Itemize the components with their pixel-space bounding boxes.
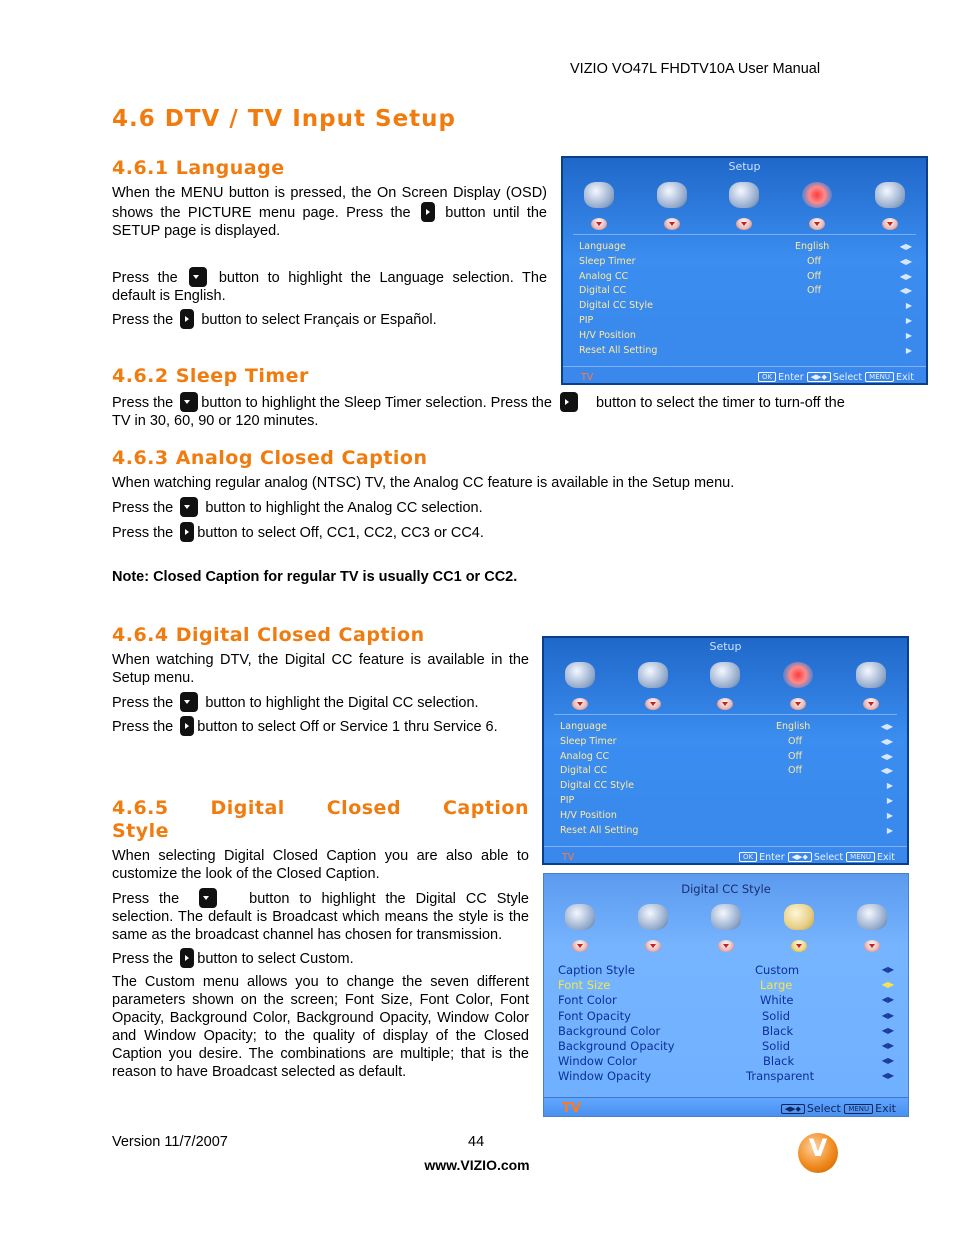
tab-button-icon (579, 218, 619, 230)
menu-item-analog-cc: Analog CC Off ◀▶ (579, 268, 912, 283)
language-para-2: Press the button to highlight the Language selection. The default is English. (112, 267, 547, 305)
left-right-arrow-icon: ◀▶ (899, 256, 912, 266)
tab-button-icon (852, 940, 892, 952)
menu-item-digital-cc-style: Digital CC Style ▶ (579, 297, 912, 312)
parental-icon (870, 176, 910, 214)
tab-button-icon (560, 698, 600, 710)
osd-title: Setup (709, 640, 742, 653)
osd-key-hints: OK Enter ◀▶◆ Select MENU Exit (739, 849, 895, 865)
tab-button-icon (778, 698, 818, 710)
left-right-arrow-icon: ◀▶ (881, 965, 894, 974)
analog-cc-heading: 4.6.3 Analog Closed Caption (112, 447, 428, 469)
left-right-arrow-icon: ◀▶ (899, 242, 912, 251)
osd-menu-list (560, 718, 893, 836)
osd-title: Digital CC Style (681, 882, 771, 896)
right-arrow-icon: ▶ (886, 781, 893, 791)
left-right-arrow-icon: ◀▶ (880, 766, 893, 776)
osd-footer (544, 1097, 908, 1116)
audio-icon (652, 176, 692, 214)
right-button-icon (180, 522, 194, 542)
osd-setup-screen-1 (561, 156, 928, 385)
left-right-arrow-icon: ◀▶ (899, 286, 912, 296)
menu-key-icon: MENU (844, 1104, 873, 1114)
menu-item-hv-position: H/V Position ▶ (579, 327, 912, 342)
right-button-icon (560, 392, 578, 412)
page-number: 44 (468, 1134, 485, 1150)
down-button-icon (180, 497, 198, 517)
osd-tab-buttons (544, 698, 907, 710)
down-button-icon (180, 692, 198, 712)
ok-key-icon: OK (758, 372, 776, 382)
menu-item-font-size: Font Size Large ◀▶ (558, 978, 894, 993)
menu-item-analog-cc: Analog CC Off ◀▶ (560, 748, 893, 763)
right-button-icon (180, 716, 194, 736)
tv-icon (705, 656, 745, 694)
language-heading: 4.6.1 Language (112, 157, 285, 179)
osd-cc-style-screen (543, 873, 909, 1117)
osd-title: Setup (728, 160, 761, 173)
left-right-arrow-icon: ◀▶ (881, 995, 894, 1005)
picture-icon (560, 898, 600, 936)
osd-footer (563, 366, 926, 383)
parental-icon (851, 656, 891, 694)
right-arrow-icon: ▶ (886, 825, 893, 835)
right-button-icon (180, 309, 194, 329)
menu-item-digital-cc-style: Digital CC Style ▶ (560, 777, 893, 792)
tab-button-icon (706, 940, 746, 952)
right-arrow-icon: ▶ (886, 795, 893, 805)
menu-item-reset-all: Reset All Setting ▶ (560, 822, 893, 837)
menu-item-language: Language English ◀▶ (560, 718, 893, 733)
right-arrow-icon: ▶ (905, 345, 912, 355)
osd-key-hints: OK Enter ◀▶◆ Select MENU Exit (758, 369, 914, 385)
menu-item-pip: PIP ▶ (560, 792, 893, 807)
left-right-arrow-icon: ◀▶ (880, 722, 893, 731)
left-right-arrow-icon: ◀▶ (881, 1056, 894, 1066)
osd-menu-list (558, 961, 894, 1083)
digital-cc-text: When watching DTV, the Digital CC feature is available in the Setup menu. Press the button to highlight the Digital CC selection. Press the button to select Off or Service 1 thru Service 6. (112, 652, 529, 735)
right-button-icon (421, 202, 435, 222)
left-right-arrow-icon: ◀▶ (881, 1010, 894, 1020)
footer-url: www.VIZIO.com (424, 1157, 530, 1173)
right-arrow-icon: ▶ (905, 301, 912, 311)
menu-item-digital-cc: Digital CC Off ◀▶ (579, 282, 912, 297)
menu-item-caption-style: Caption Style Custom ◀▶ (558, 963, 894, 977)
vizio-logo-icon: V (798, 1133, 838, 1173)
select-key-icon: ◀▶◆ (788, 852, 812, 862)
menu-key-icon: MENU (846, 852, 875, 862)
menu-item-pip: PIP ▶ (579, 312, 912, 327)
tab-button-icon (560, 940, 600, 952)
osd-source-label: TV (562, 1101, 581, 1116)
osd-icon-row (544, 898, 908, 936)
left-right-arrow-icon: ◀▶ (880, 736, 893, 746)
tab-button-icon (779, 940, 819, 952)
left-right-arrow-icon: ◀▶ (881, 980, 894, 990)
ok-key-icon: OK (739, 852, 757, 862)
right-arrow-icon: ▶ (905, 330, 912, 340)
tv-icon (706, 898, 746, 936)
language-text (112, 184, 547, 329)
osd-setup-screen-2 (542, 636, 909, 865)
tab-button-icon (633, 698, 673, 710)
down-button-icon (180, 392, 198, 412)
tab-button-icon (870, 218, 910, 230)
left-right-arrow-icon: ◀▶ (881, 1025, 894, 1035)
select-key-icon: ◀▶◆ (781, 1104, 805, 1114)
setup-icon (797, 176, 837, 214)
cc-style-heading-line2: Style (112, 820, 170, 842)
tab-button-icon (633, 940, 673, 952)
left-right-arrow-icon: ◀▶ (880, 751, 893, 761)
osd-menu-list (579, 238, 912, 356)
audio-icon (633, 656, 673, 694)
tab-button-icon (705, 698, 745, 710)
osd-source-label: TV (562, 852, 575, 863)
digital-cc-heading: 4.6.4 Digital Closed Caption (112, 624, 425, 646)
footer-version: Version 11/7/2007 (112, 1134, 228, 1150)
menu-key-icon: MENU (865, 372, 894, 382)
osd-icon-row (563, 176, 926, 214)
right-arrow-icon: ▶ (886, 810, 893, 820)
osd-tab-buttons (563, 218, 926, 230)
osd-key-hints: ◀▶◆ Select MENU Exit (781, 1100, 896, 1117)
tab-button-icon (797, 218, 837, 230)
manual-header: VIZIO VO47L FHDTV10A User Manual (570, 61, 821, 77)
menu-item-reset-all: Reset All Setting ▶ (579, 342, 912, 357)
left-right-arrow-icon: ◀▶ (881, 1071, 894, 1081)
down-button-icon (189, 267, 207, 287)
sleep-timer-heading: 4.6.2 Sleep Timer (112, 365, 309, 387)
menu-item-sleep-timer: Sleep Timer Off ◀▶ (560, 733, 893, 748)
analog-cc-text: When watching regular analog (NTSC) TV, the Analog CC feature is available in the Setup menu. Press the button to highlight the Analog CC selection. Press the button to select Off, CC1, CC2, CC3 or CC4. Note: Closed Caption for regular TV is usually CC1 or CC2. (112, 474, 872, 586)
menu-item-window-color: Window Color Black ◀▶ (558, 1054, 894, 1069)
picture-icon (579, 176, 619, 214)
menu-item-background-opacity: Background Opacity Solid ◀▶ (558, 1038, 894, 1053)
tv-icon (724, 176, 764, 214)
section-title: 4.6 DTV / TV Input Setup (112, 106, 457, 132)
menu-item-background-color: Background Color Black ◀▶ (558, 1023, 894, 1038)
down-button-icon (199, 888, 217, 908)
osd-source-label: TV (581, 372, 594, 383)
left-right-arrow-icon: ◀▶ (881, 1040, 894, 1050)
osd-icon-row (544, 656, 907, 694)
audio-icon (633, 898, 673, 936)
right-button-icon (180, 948, 194, 968)
setup-icon (778, 656, 818, 694)
osd-tab-buttons (544, 940, 908, 952)
setup-icon (779, 898, 819, 936)
menu-item-sleep-timer: Sleep Timer Off ◀▶ (579, 253, 912, 268)
left-right-arrow-icon: ◀▶ (899, 271, 912, 281)
menu-item-hv-position: H/V Position ▶ (560, 807, 893, 822)
right-arrow-icon: ▶ (905, 315, 912, 325)
tab-button-icon (652, 218, 692, 230)
menu-item-font-opacity: Font Opacity Solid ◀▶ (558, 1008, 894, 1023)
language-para-1: When the MENU button is pressed, the On Screen Display (OSD) shows the PICTURE menu page. Press the button until the SETUP page is displayed. (112, 185, 547, 239)
tab-button-icon (724, 218, 764, 230)
parental-icon (852, 898, 892, 936)
osd-footer (544, 846, 907, 863)
menu-item-digital-cc: Digital CC Off ◀▶ (560, 762, 893, 777)
cc-style-heading-line1: 4.6.5 Digital Closed Caption (112, 797, 529, 819)
select-key-icon: ◀▶◆ (807, 372, 831, 382)
tab-button-icon (851, 698, 891, 710)
menu-item-window-opacity: Window Opacity Transparent ◀▶ (558, 1069, 894, 1084)
cc-style-text: When selecting Digital Closed Caption you are also able to customize the look of the Closed Caption. Press the button to highlight the Digital CC Style selection. The default is Broadcast which means the style is the same as the broadcast channel has chosen for transmission. Press the button to select Custom. The Custom menu allows you to change the seven different parameters shown on the screen; Font Size, Font Color, Font Opacity, Background Color, Background Opacity, Window Color and Window Opacity; to the quality of display of the Closed Caption you desire. The combinations are multiple; that is the reason to have Broadcast selected as default. (112, 848, 529, 1080)
sleep-timer-text: Press the button to highlight the Sleep Timer selection. Press the button to select the timer to turn-off the TV in 30, 60, 90 or 120 minutes. (112, 392, 847, 430)
language-para-3: Press the button to select Français or Español. (112, 309, 547, 329)
menu-item-font-color: Font Color White ◀▶ (558, 993, 894, 1008)
menu-item-language: Language English ◀▶ (579, 238, 912, 253)
picture-icon (560, 656, 600, 694)
analog-cc-note: Note: Closed Caption for regular TV is usually CC1 or CC2. (112, 569, 518, 585)
